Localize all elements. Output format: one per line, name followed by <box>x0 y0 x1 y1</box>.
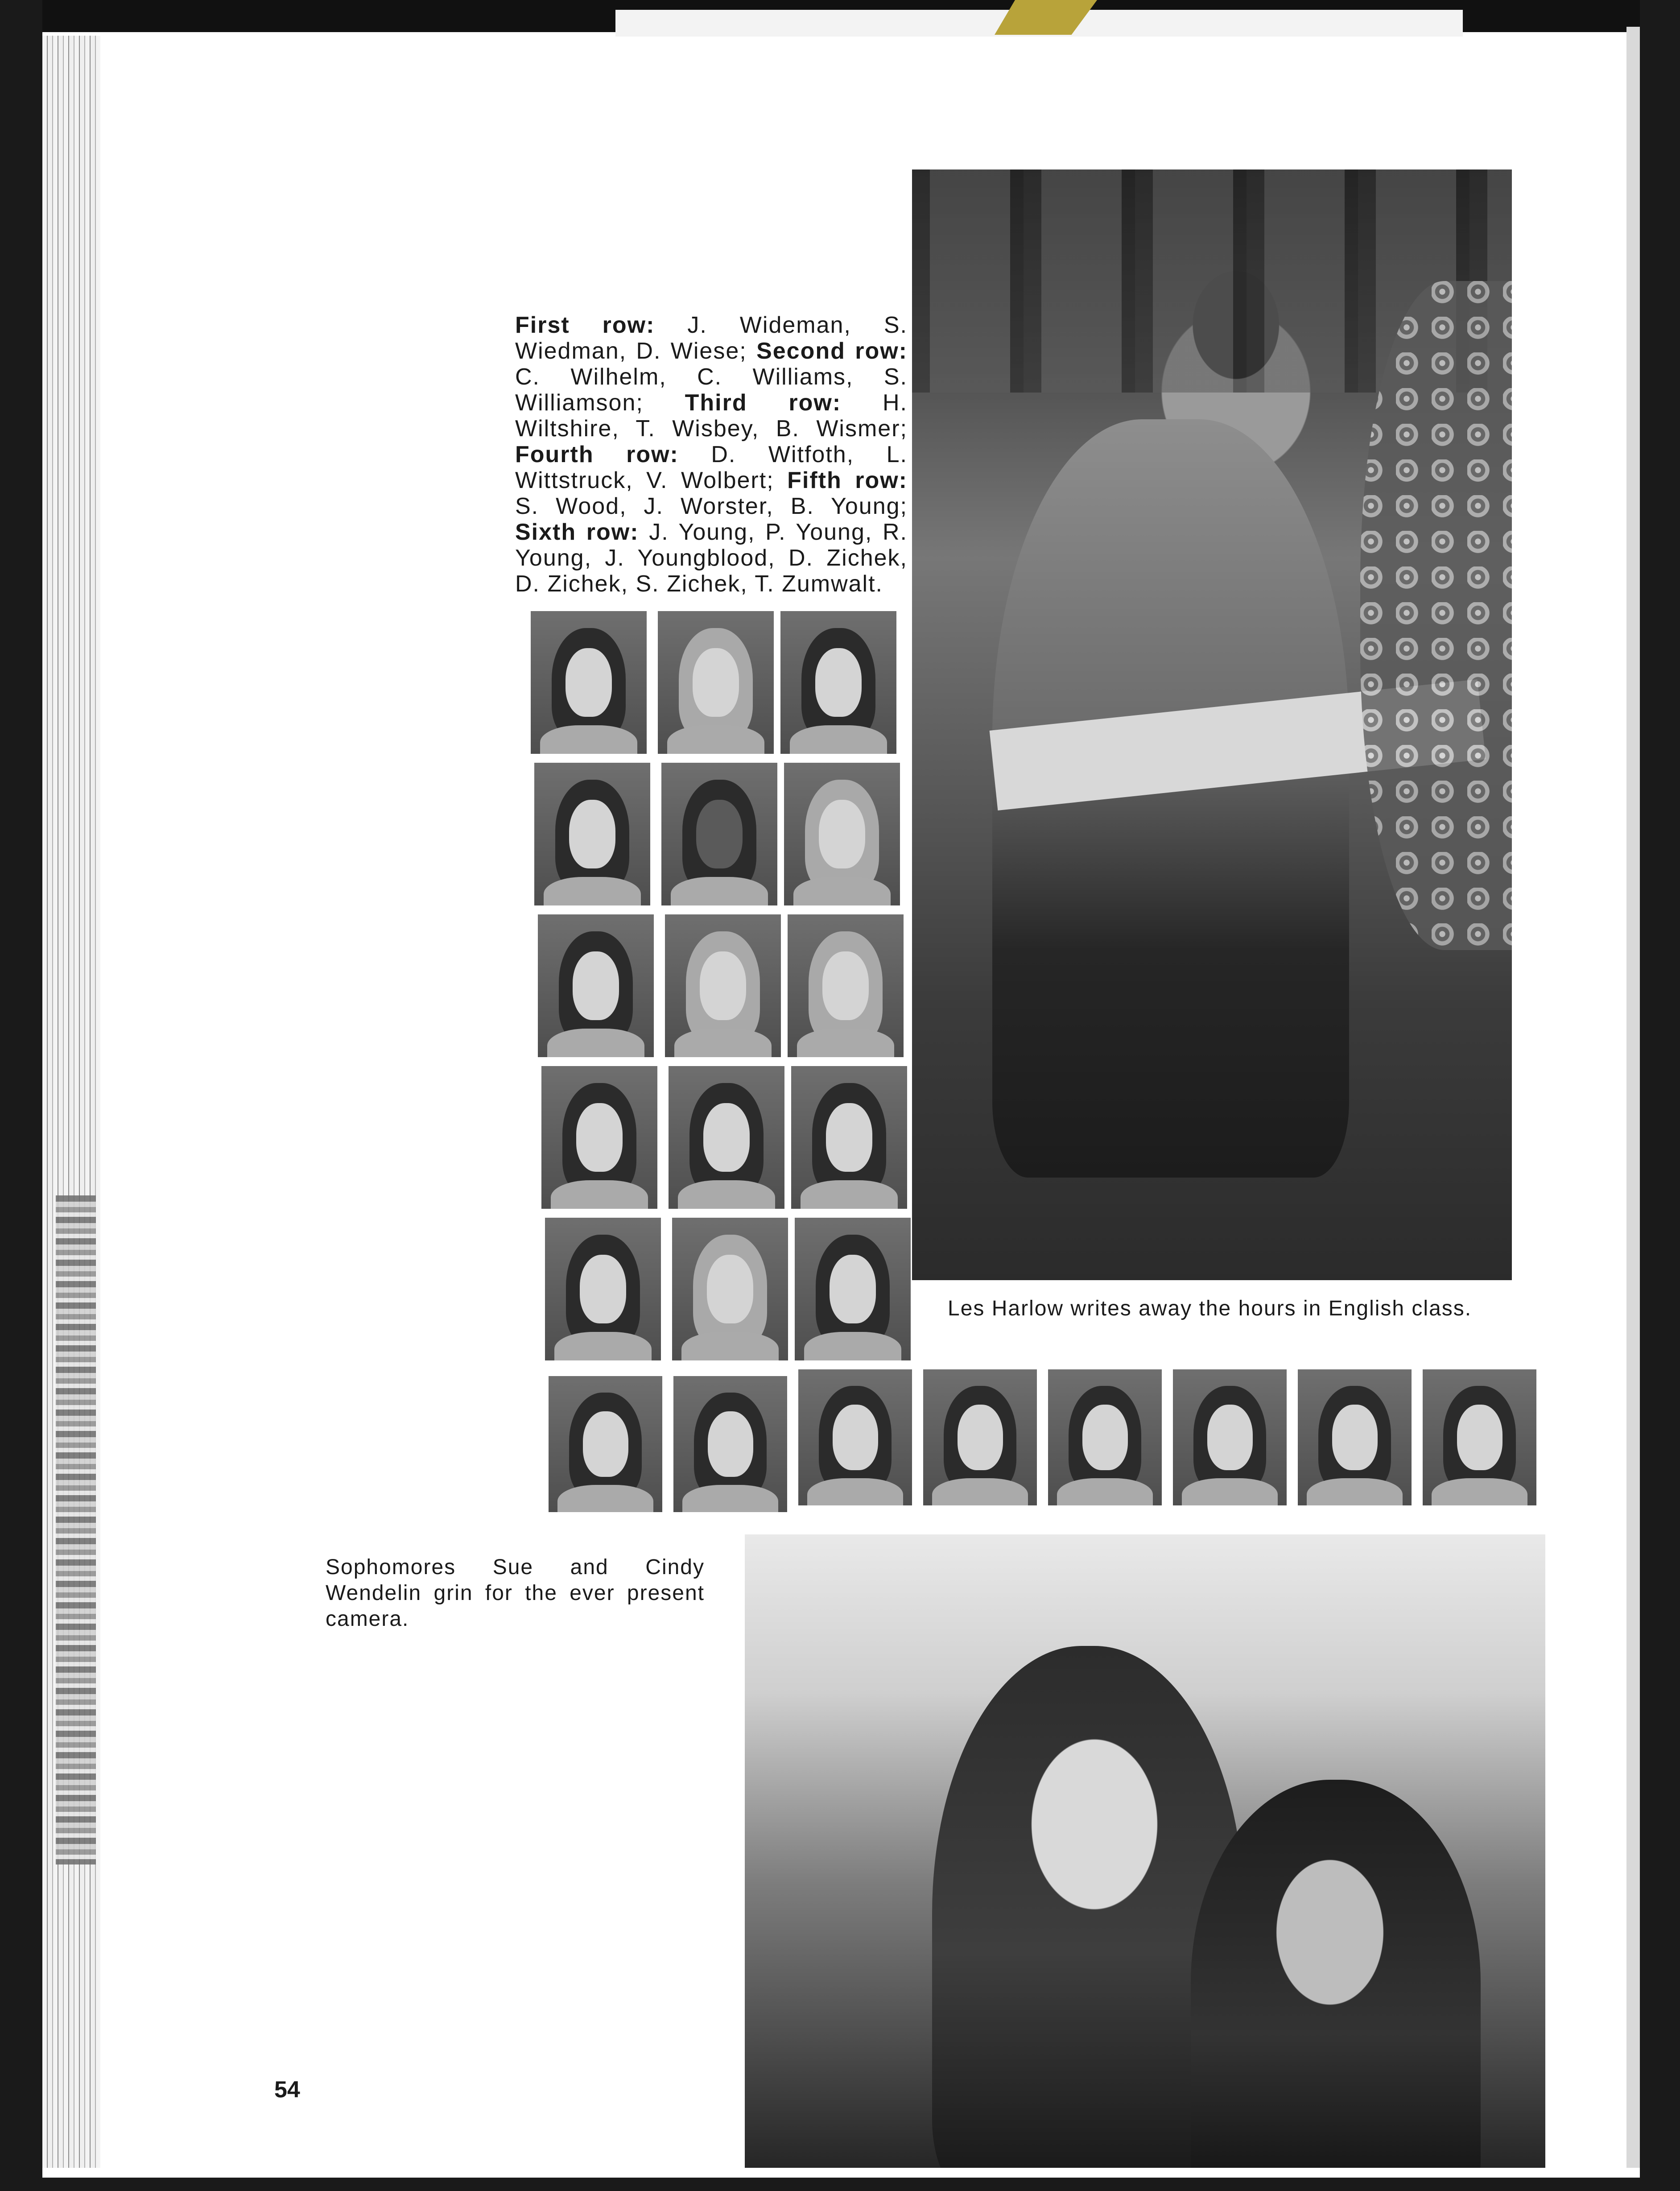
student-portrait <box>1048 1369 1162 1505</box>
page-number: 54 <box>274 2077 300 2103</box>
portrait-shirt <box>804 1332 901 1360</box>
student-portrait <box>541 1066 657 1209</box>
portrait-shirt <box>671 877 768 905</box>
portrait-face <box>703 1103 750 1172</box>
portrait-face <box>958 1405 1003 1470</box>
portrait-shirt <box>544 877 641 905</box>
roster-row-label: Fourth row: <box>515 442 679 467</box>
portrait-shirt <box>1057 1478 1152 1505</box>
portrait-face <box>696 800 743 868</box>
portrait-shirt <box>1432 1478 1527 1505</box>
portrait-face <box>569 800 615 868</box>
portrait-shirt <box>793 877 891 905</box>
portrait-shirt <box>797 1029 894 1057</box>
student-portrait <box>665 914 781 1057</box>
roster-row-label: Third row: <box>685 390 842 416</box>
portrait-face <box>707 1255 753 1323</box>
roster-row-label: Sixth row: <box>515 519 639 545</box>
portrait-face <box>580 1255 626 1323</box>
student-portrait <box>658 611 774 754</box>
portrait-face <box>1332 1405 1378 1470</box>
portrait-shirt <box>681 1332 779 1360</box>
roster-row-label: Second row: <box>756 338 908 364</box>
girls-photo-caption: Sophomores Sue and Cindy Wendelin grin for the ever present camera. <box>326 1555 705 1631</box>
scan-right-edge <box>1640 0 1680 2191</box>
portrait-face <box>573 951 619 1020</box>
portrait-shirt <box>790 725 887 754</box>
portrait-shirt <box>551 1180 648 1209</box>
portrait-shirt <box>932 1478 1028 1505</box>
portrait-face <box>566 648 612 717</box>
portrait-face <box>1457 1405 1503 1470</box>
student-portrait <box>780 611 896 754</box>
student-portrait <box>795 1218 911 1360</box>
roster-row-label: Fifth row: <box>787 467 908 493</box>
roster-row-names: H. Wiltshire, T. Wisbey, B. Wismer; <box>515 390 908 442</box>
roster-row-names: J. Wideman, S. Wiedman, D. Wiese; <box>515 312 908 364</box>
student-portrait <box>1173 1369 1287 1505</box>
portrait-shirt <box>807 1478 903 1505</box>
roster-row-names: J. Young, P. Young, R. Young, J. Youngblood, D. Zichek, D. Zichek, S. Zichek, T. Zumwalt. <box>515 519 908 597</box>
student-portrait <box>661 763 777 905</box>
roster-row-names: C. Wilhelm, C. Williams, S. Williamson; <box>515 364 908 416</box>
portrait-shirt <box>678 1180 775 1209</box>
portrait-face <box>830 1255 876 1323</box>
student-portrait <box>798 1369 912 1505</box>
portrait-shirt <box>554 1332 652 1360</box>
student-portrait <box>545 1218 661 1360</box>
portrait-shirt <box>801 1180 898 1209</box>
student-portrait <box>669 1066 784 1209</box>
student-portrait <box>1423 1369 1536 1505</box>
portrait-face <box>583 1411 628 1476</box>
portrait-face <box>822 951 869 1020</box>
portrait-face <box>708 1411 753 1476</box>
student-portrait <box>531 611 647 754</box>
writer-photo-caption: Les Harlow writes away the hours in English class. <box>948 1297 1472 1320</box>
student-portrait <box>534 763 650 905</box>
photo-girl-right <box>1191 1780 1481 2168</box>
roster-row-names: D. Witfoth, L. Wittstruck, V. Wolbert; <box>515 442 908 493</box>
portrait-shirt <box>547 1029 644 1057</box>
portrait-shirt <box>1307 1478 1402 1505</box>
student-portrait <box>673 1376 787 1512</box>
portrait-face <box>833 1405 878 1470</box>
sophomores-photo <box>745 1534 1545 2168</box>
portrait-face <box>1207 1405 1253 1470</box>
scan-bottom-edge <box>0 2178 1680 2191</box>
portrait-shirt <box>540 725 637 754</box>
student-writing-photo <box>912 169 1512 1280</box>
student-portrait <box>549 1376 662 1512</box>
student-portrait <box>923 1369 1037 1505</box>
portrait-shirt <box>682 1485 778 1512</box>
student-portrait <box>791 1066 907 1209</box>
portrait-face <box>815 648 862 717</box>
scan-left-edge <box>0 0 42 2191</box>
student-portrait <box>672 1218 788 1360</box>
photo-floral-dress <box>1360 281 1512 950</box>
portrait-shirt <box>557 1485 653 1512</box>
roster-row-label: First row: <box>515 312 655 338</box>
portrait-face <box>576 1103 623 1172</box>
portrait-shirt <box>1182 1478 1277 1505</box>
portrait-face <box>819 800 865 868</box>
portrait-face <box>826 1103 872 1172</box>
portrait-face <box>700 951 746 1020</box>
portrait-shirt <box>674 1029 772 1057</box>
student-portrait <box>538 914 654 1057</box>
roster-row-names: S. Wood, J. Worster, B. Young; <box>515 493 908 519</box>
roster-caption <box>515 312 908 597</box>
student-portrait <box>784 763 900 905</box>
portrait-face <box>693 648 739 717</box>
student-portrait <box>788 914 904 1057</box>
book-spine-pattern <box>56 1195 96 1864</box>
portrait-shirt <box>667 725 764 754</box>
student-portrait <box>1298 1369 1412 1505</box>
book-right-edge <box>1626 27 1640 2168</box>
portrait-face <box>1082 1405 1128 1470</box>
